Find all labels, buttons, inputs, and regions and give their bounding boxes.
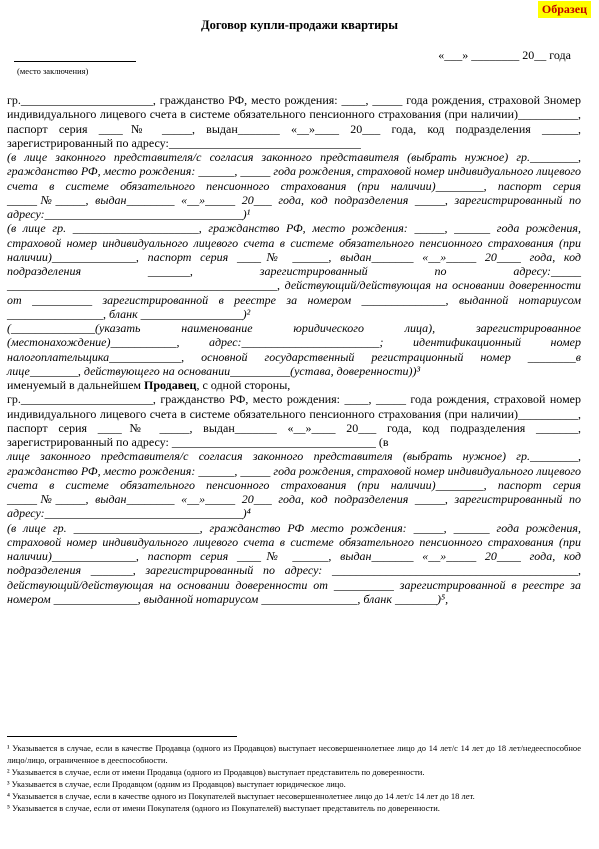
place-line (14, 60, 136, 62)
buyer-proxy-paragraph: (в лице гр. _____________________, гражданство РФ место рождения: _____, ______ года рождения, страховой номер индивидуального лицевого счета в системе обязательного пенсионного страхования (при наличии)______________, паспорт серия ____№ ______, выдан_______ «__»_____ 20____ года, код подразделения _______, зарегистрированный по адресу: _________________________________________, действующий/действующая на основании доверенности от __________ зарегистрированной в реестре за номером ______________, выданной нотариусом ________________, бланк _______)⁵, (7, 520, 584, 606)
contract-body (7, 93, 584, 606)
footnote-5: ⁵ Указывается в случае, если от имени Покупателя (одного из Покупателей) выступает представитель по доверенности. (7, 803, 440, 813)
buyer-paragraph: гр.______________________, гражданство РФ, место рождения: ____, _____ года рождения, страховой номер индивидуального лицевого счета в системе обязательного пенсионного страхования (при наличии)__________, паспорт серия ____№ _____, выдан_______ «__»____ 20___ года, код подразделения _______, зарегистрированный по адресу: __________________________________ (в (7, 392, 584, 449)
footnote-3: ³ Указывается в случае, если Продавцом (одним из Продавцов) выступает юридическое лицо. (7, 779, 346, 789)
document-title: Договор купли-продажи квартиры (200, 18, 399, 32)
seller-designation-paragraph: именуемый в дальнейшем Продавец, с одной стороны, (7, 378, 291, 392)
seller-paragraph: гр.______________________, гражданство РФ, место рождения: ____, _____ года рождения, страховой 3номер индивидуального лицевого счета в системе обязательного пенсионного страхования (при наличии)__________, паспорт серия ____№ _____, выдан_______ «__»____ 20___ года, код подразделения ______, зарегистрированный по адресу:________________________________ (7, 93, 584, 150)
contract-date: «___» ________ 20__ года (438, 48, 571, 62)
sample-stamp: Образец (538, 1, 591, 18)
footnote-2: ² Указывается в случае, если от имени Продавца (одного из Продавцов) выступает представитель по доверенности. (7, 767, 425, 777)
place-label: (место заключения) (17, 66, 89, 76)
footnotes (7, 742, 581, 814)
footnote-4: ⁴ Указывается в случае, если в качестве одного из Покупателей выступает несовершеннолетнее лицо до 14 лет/с 14 лет до 18 лет. (7, 791, 475, 801)
footnote-1: ¹ Указывается в случае, если в качестве Продавца (одного из Продавцов) выступает несовершеннолетнее лицо до 14 лет/с 14 лет до 18 лет/недееспособное лицо/лицо, ограниченное в дееспособности. (7, 743, 581, 765)
footnote-separator (7, 736, 237, 737)
seller-legal-entity-paragraph: (______________(указать наименование юридического лица), зарегистрированное (местонахождение)___________, адрес:_______________________; идентификационный номер налогоплательщика____________, основной государственный регистрационный номер ________в лице________, действующего на основании__________(устава, доверенности))³ (7, 321, 584, 378)
buyer-legal-representative-paragraph: лице законного представителя/с согласия законного представителя (выбрать нужное) гр.________, гражданство РФ, место рождения: ______, _____ года рождения, страховой номер индивидуального лицевого счета в системе обязательного пенсионного страхования (при наличии)________, паспорт серия _____№_____, выдан________ «__»_____ 20___ года, код подразделения _____, зарегистрированный по адресу:_________________________________)⁴ (7, 449, 584, 521)
seller-proxy-paragraph: (в лице гр. _____________________, гражданство РФ, место рождения: _____, ______ года рождения, страховой номер индивидуального лицевого счета в системе обязательного пенсионного страхования (при наличии)______________, паспорт серия ____№ ______, выдан_______ «__»_____ 20____ года, код подразделения _______, зарегистрированный по адресу:_____ _____________________________________________, действующий/действующая на основании доверенности от __________ зарегистрированной в реестре за номером ______________, выданной нотариусом ________________, бланк _________________)² (7, 221, 584, 321)
seller-legal-representative-paragraph: (в лице законного представителя/с согласия законного представителя (выбрать нужное) гр.________, гражданство РФ, место рождения: ______, _____ года рождения, страховой номер индивидуального лицевого счета в системе обязательного пенсионного страхования (при наличии)________, паспорт серия _____№_____, выдан________ «__»_____ 20___ года, код подразделения _____, зарегистрированный по адресу:_________________________________)¹ (7, 150, 584, 221)
seller-term: Продавец (144, 378, 197, 392)
